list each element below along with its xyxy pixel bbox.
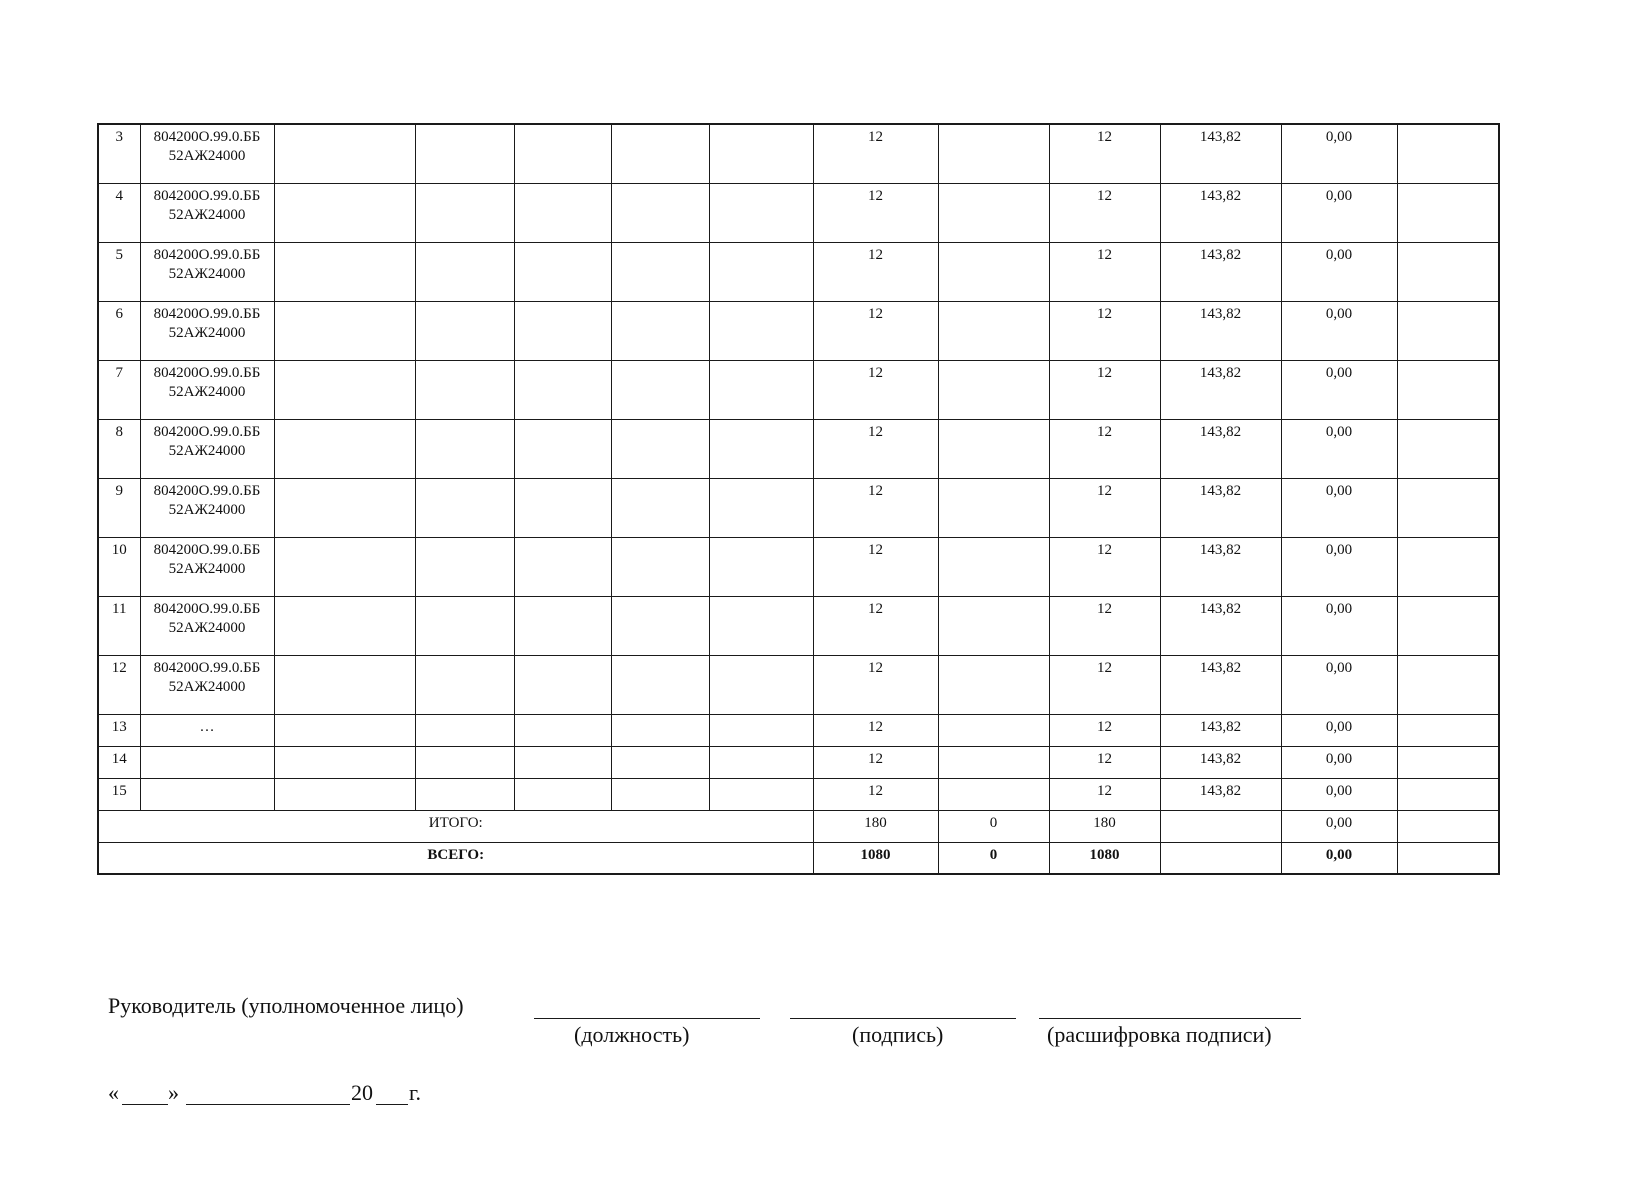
row-deviation: 0,00 bbox=[1281, 183, 1397, 242]
row-fact: 12 bbox=[1049, 301, 1160, 360]
row-empty bbox=[611, 360, 709, 419]
row-plan: 12 bbox=[813, 746, 938, 778]
row-plan: 12 bbox=[813, 360, 938, 419]
row-empty bbox=[274, 714, 415, 746]
date-open-quote: « bbox=[108, 1080, 119, 1105]
row-empty bbox=[709, 124, 813, 183]
itogo-last bbox=[1397, 810, 1499, 842]
row-code: 804200О.99.0.ББ 52АЖ24000 bbox=[140, 596, 274, 655]
row-number: 13 bbox=[98, 714, 140, 746]
itogo-plan: 180 bbox=[813, 810, 938, 842]
row-empty bbox=[709, 778, 813, 810]
row-empty bbox=[415, 124, 514, 183]
row-empty bbox=[415, 419, 514, 478]
row-empty bbox=[611, 419, 709, 478]
itogo-empty bbox=[1160, 810, 1281, 842]
row-empty bbox=[938, 183, 1049, 242]
row-plan: 12 bbox=[813, 242, 938, 301]
row-empty bbox=[1397, 655, 1499, 714]
row-fact: 12 bbox=[1049, 419, 1160, 478]
row-empty bbox=[274, 242, 415, 301]
row-empty bbox=[938, 242, 1049, 301]
row-empty bbox=[611, 242, 709, 301]
row-empty bbox=[274, 124, 415, 183]
row-code: 804200О.99.0.ББ 52АЖ24000 bbox=[140, 242, 274, 301]
row-empty bbox=[709, 714, 813, 746]
itogo-dev: 0,00 bbox=[1281, 810, 1397, 842]
row-number: 6 bbox=[98, 301, 140, 360]
row-number: 3 bbox=[98, 124, 140, 183]
row-empty bbox=[415, 242, 514, 301]
row-empty bbox=[709, 360, 813, 419]
row-empty bbox=[938, 596, 1049, 655]
row-fact: 12 bbox=[1049, 778, 1160, 810]
row-empty bbox=[274, 537, 415, 596]
date-year-suffix: г. bbox=[409, 1080, 422, 1105]
row-empty bbox=[938, 746, 1049, 778]
row-empty bbox=[514, 301, 611, 360]
row-empty bbox=[514, 124, 611, 183]
row-deviation: 0,00 bbox=[1281, 242, 1397, 301]
decode-line[interactable] bbox=[1039, 1018, 1301, 1019]
report-table bbox=[97, 123, 1500, 875]
row-code bbox=[140, 746, 274, 778]
row-empty bbox=[514, 655, 611, 714]
table-row bbox=[98, 124, 1499, 183]
row-empty bbox=[611, 537, 709, 596]
row-empty bbox=[274, 183, 415, 242]
row-empty bbox=[938, 301, 1049, 360]
decode-caption: (расшифровка подписи) bbox=[1047, 1022, 1272, 1047]
row-empty bbox=[514, 183, 611, 242]
row-empty bbox=[415, 746, 514, 778]
row-empty bbox=[611, 301, 709, 360]
vsego-fact: 1080 bbox=[1049, 842, 1160, 874]
row-empty bbox=[709, 419, 813, 478]
row-code: 804200О.99.0.ББ 52АЖ24000 bbox=[140, 360, 274, 419]
row-fact: 12 bbox=[1049, 242, 1160, 301]
row-number: 11 bbox=[98, 596, 140, 655]
row-rate: 143,82 bbox=[1160, 360, 1281, 419]
row-deviation: 0,00 bbox=[1281, 360, 1397, 419]
table-row bbox=[98, 778, 1499, 810]
row-empty bbox=[274, 478, 415, 537]
row-plan: 12 bbox=[813, 596, 938, 655]
row-empty bbox=[709, 301, 813, 360]
row-deviation: 0,00 bbox=[1281, 301, 1397, 360]
row-rate: 143,82 bbox=[1160, 537, 1281, 596]
signature-caption: (подпись) bbox=[852, 1022, 944, 1047]
row-fact: 12 bbox=[1049, 478, 1160, 537]
row-code: 804200О.99.0.ББ 52АЖ24000 bbox=[140, 478, 274, 537]
row-empty bbox=[514, 746, 611, 778]
row-empty bbox=[709, 746, 813, 778]
row-empty bbox=[1397, 419, 1499, 478]
position-caption: (должность) bbox=[574, 1022, 690, 1047]
row-fact: 12 bbox=[1049, 655, 1160, 714]
row-empty bbox=[709, 478, 813, 537]
row-plan: 12 bbox=[813, 537, 938, 596]
row-empty bbox=[709, 655, 813, 714]
row-deviation: 0,00 bbox=[1281, 746, 1397, 778]
vsego-last bbox=[1397, 842, 1499, 874]
vsego-plan: 1080 bbox=[813, 842, 938, 874]
itogo-row bbox=[98, 810, 1499, 842]
row-empty bbox=[514, 537, 611, 596]
row-empty bbox=[514, 778, 611, 810]
row-empty bbox=[709, 596, 813, 655]
row-code: … bbox=[140, 714, 274, 746]
position-line[interactable] bbox=[534, 1018, 760, 1019]
row-rate: 143,82 bbox=[1160, 596, 1281, 655]
row-empty bbox=[274, 301, 415, 360]
row-number: 15 bbox=[98, 778, 140, 810]
row-empty bbox=[938, 360, 1049, 419]
row-plan: 12 bbox=[813, 778, 938, 810]
row-number: 14 bbox=[98, 746, 140, 778]
row-empty bbox=[938, 537, 1049, 596]
row-empty bbox=[1397, 360, 1499, 419]
row-empty bbox=[611, 655, 709, 714]
row-rate: 143,82 bbox=[1160, 746, 1281, 778]
row-empty bbox=[415, 301, 514, 360]
row-empty bbox=[938, 478, 1049, 537]
itogo-label: ИТОГО: bbox=[98, 810, 813, 842]
row-empty bbox=[415, 714, 514, 746]
row-plan: 12 bbox=[813, 183, 938, 242]
row-empty bbox=[514, 478, 611, 537]
row-code: 804200О.99.0.ББ 52АЖ24000 bbox=[140, 301, 274, 360]
row-fact: 12 bbox=[1049, 124, 1160, 183]
date-year-line[interactable] bbox=[376, 1104, 408, 1105]
row-empty bbox=[1397, 537, 1499, 596]
table-row bbox=[98, 714, 1499, 746]
row-rate: 143,82 bbox=[1160, 714, 1281, 746]
row-fact: 12 bbox=[1049, 183, 1160, 242]
row-deviation: 0,00 bbox=[1281, 778, 1397, 810]
row-empty bbox=[514, 714, 611, 746]
row-empty bbox=[611, 596, 709, 655]
row-deviation: 0,00 bbox=[1281, 714, 1397, 746]
row-empty bbox=[514, 596, 611, 655]
row-plan: 12 bbox=[813, 714, 938, 746]
row-empty bbox=[611, 124, 709, 183]
date-year-prefix: 20 bbox=[351, 1080, 373, 1105]
vsego-dev: 0,00 bbox=[1281, 842, 1397, 874]
row-code: 804200О.99.0.ББ 52АЖ24000 bbox=[140, 124, 274, 183]
row-empty bbox=[274, 419, 415, 478]
row-rate: 143,82 bbox=[1160, 183, 1281, 242]
row-fact: 12 bbox=[1049, 746, 1160, 778]
row-empty bbox=[415, 596, 514, 655]
row-plan: 12 bbox=[813, 655, 938, 714]
row-plan: 12 bbox=[813, 419, 938, 478]
row-rate: 143,82 bbox=[1160, 242, 1281, 301]
row-rate: 143,82 bbox=[1160, 419, 1281, 478]
row-code: 804200О.99.0.ББ 52АЖ24000 bbox=[140, 537, 274, 596]
row-number: 4 bbox=[98, 183, 140, 242]
date-day-line[interactable] bbox=[122, 1104, 168, 1105]
row-empty bbox=[709, 242, 813, 301]
row-empty bbox=[938, 778, 1049, 810]
row-empty bbox=[938, 419, 1049, 478]
row-deviation: 0,00 bbox=[1281, 537, 1397, 596]
row-empty bbox=[1397, 746, 1499, 778]
row-empty bbox=[274, 596, 415, 655]
row-empty bbox=[274, 746, 415, 778]
vsego-diff: 0 bbox=[938, 842, 1049, 874]
row-empty bbox=[1397, 124, 1499, 183]
date-close-quote: » bbox=[168, 1080, 179, 1105]
row-empty bbox=[415, 655, 514, 714]
row-number: 7 bbox=[98, 360, 140, 419]
row-rate: 143,82 bbox=[1160, 124, 1281, 183]
row-empty bbox=[1397, 301, 1499, 360]
row-deviation: 0,00 bbox=[1281, 596, 1397, 655]
table-row bbox=[98, 183, 1499, 242]
row-plan: 12 bbox=[813, 124, 938, 183]
row-plan: 12 bbox=[813, 478, 938, 537]
row-empty bbox=[1397, 183, 1499, 242]
row-empty bbox=[415, 183, 514, 242]
row-empty bbox=[611, 778, 709, 810]
row-code: 804200О.99.0.ББ 52АЖ24000 bbox=[140, 419, 274, 478]
row-rate: 143,82 bbox=[1160, 655, 1281, 714]
signature-title: Руководитель (уполномоченное лицо) bbox=[108, 993, 464, 1018]
row-fact: 12 bbox=[1049, 714, 1160, 746]
vsego-empty bbox=[1160, 842, 1281, 874]
row-empty bbox=[1397, 778, 1499, 810]
row-empty bbox=[1397, 596, 1499, 655]
row-fact: 12 bbox=[1049, 596, 1160, 655]
row-empty bbox=[514, 242, 611, 301]
row-code: 804200О.99.0.ББ 52АЖ24000 bbox=[140, 655, 274, 714]
row-empty bbox=[274, 360, 415, 419]
row-empty bbox=[415, 360, 514, 419]
table-row bbox=[98, 242, 1499, 301]
date-month-line[interactable] bbox=[186, 1104, 350, 1105]
row-empty bbox=[415, 478, 514, 537]
row-empty bbox=[514, 419, 611, 478]
table-row bbox=[98, 596, 1499, 655]
row-empty bbox=[938, 124, 1049, 183]
row-empty bbox=[415, 778, 514, 810]
row-plan: 12 bbox=[813, 301, 938, 360]
row-empty bbox=[611, 183, 709, 242]
row-deviation: 0,00 bbox=[1281, 655, 1397, 714]
row-code bbox=[140, 778, 274, 810]
row-empty bbox=[514, 360, 611, 419]
row-empty bbox=[938, 714, 1049, 746]
table-row bbox=[98, 478, 1499, 537]
row-number: 8 bbox=[98, 419, 140, 478]
row-number: 9 bbox=[98, 478, 140, 537]
table-row bbox=[98, 419, 1499, 478]
row-deviation: 0,00 bbox=[1281, 124, 1397, 183]
table-body bbox=[98, 124, 1499, 810]
row-number: 12 bbox=[98, 655, 140, 714]
row-code: 804200О.99.0.ББ 52АЖ24000 bbox=[140, 183, 274, 242]
row-rate: 143,82 bbox=[1160, 301, 1281, 360]
row-empty bbox=[1397, 242, 1499, 301]
row-fact: 12 bbox=[1049, 360, 1160, 419]
row-deviation: 0,00 bbox=[1281, 478, 1397, 537]
row-fact: 12 bbox=[1049, 537, 1160, 596]
signature-line[interactable] bbox=[790, 1018, 1016, 1019]
vsego-label: ВСЕГО: bbox=[98, 842, 813, 874]
row-empty bbox=[938, 655, 1049, 714]
row-number: 10 bbox=[98, 537, 140, 596]
row-empty bbox=[415, 537, 514, 596]
row-empty bbox=[1397, 478, 1499, 537]
table-row bbox=[98, 360, 1499, 419]
vsego-row bbox=[98, 842, 1499, 874]
row-empty bbox=[1397, 714, 1499, 746]
row-rate: 143,82 bbox=[1160, 478, 1281, 537]
row-empty bbox=[709, 183, 813, 242]
itogo-fact: 180 bbox=[1049, 810, 1160, 842]
table-row bbox=[98, 746, 1499, 778]
row-rate: 143,82 bbox=[1160, 778, 1281, 810]
row-number: 5 bbox=[98, 242, 140, 301]
row-empty bbox=[709, 537, 813, 596]
row-empty bbox=[274, 778, 415, 810]
table-row bbox=[98, 537, 1499, 596]
row-empty bbox=[611, 478, 709, 537]
itogo-diff: 0 bbox=[938, 810, 1049, 842]
row-deviation: 0,00 bbox=[1281, 419, 1397, 478]
row-empty bbox=[611, 714, 709, 746]
row-empty bbox=[274, 655, 415, 714]
table-row bbox=[98, 301, 1499, 360]
table-row bbox=[98, 655, 1499, 714]
row-empty bbox=[611, 746, 709, 778]
